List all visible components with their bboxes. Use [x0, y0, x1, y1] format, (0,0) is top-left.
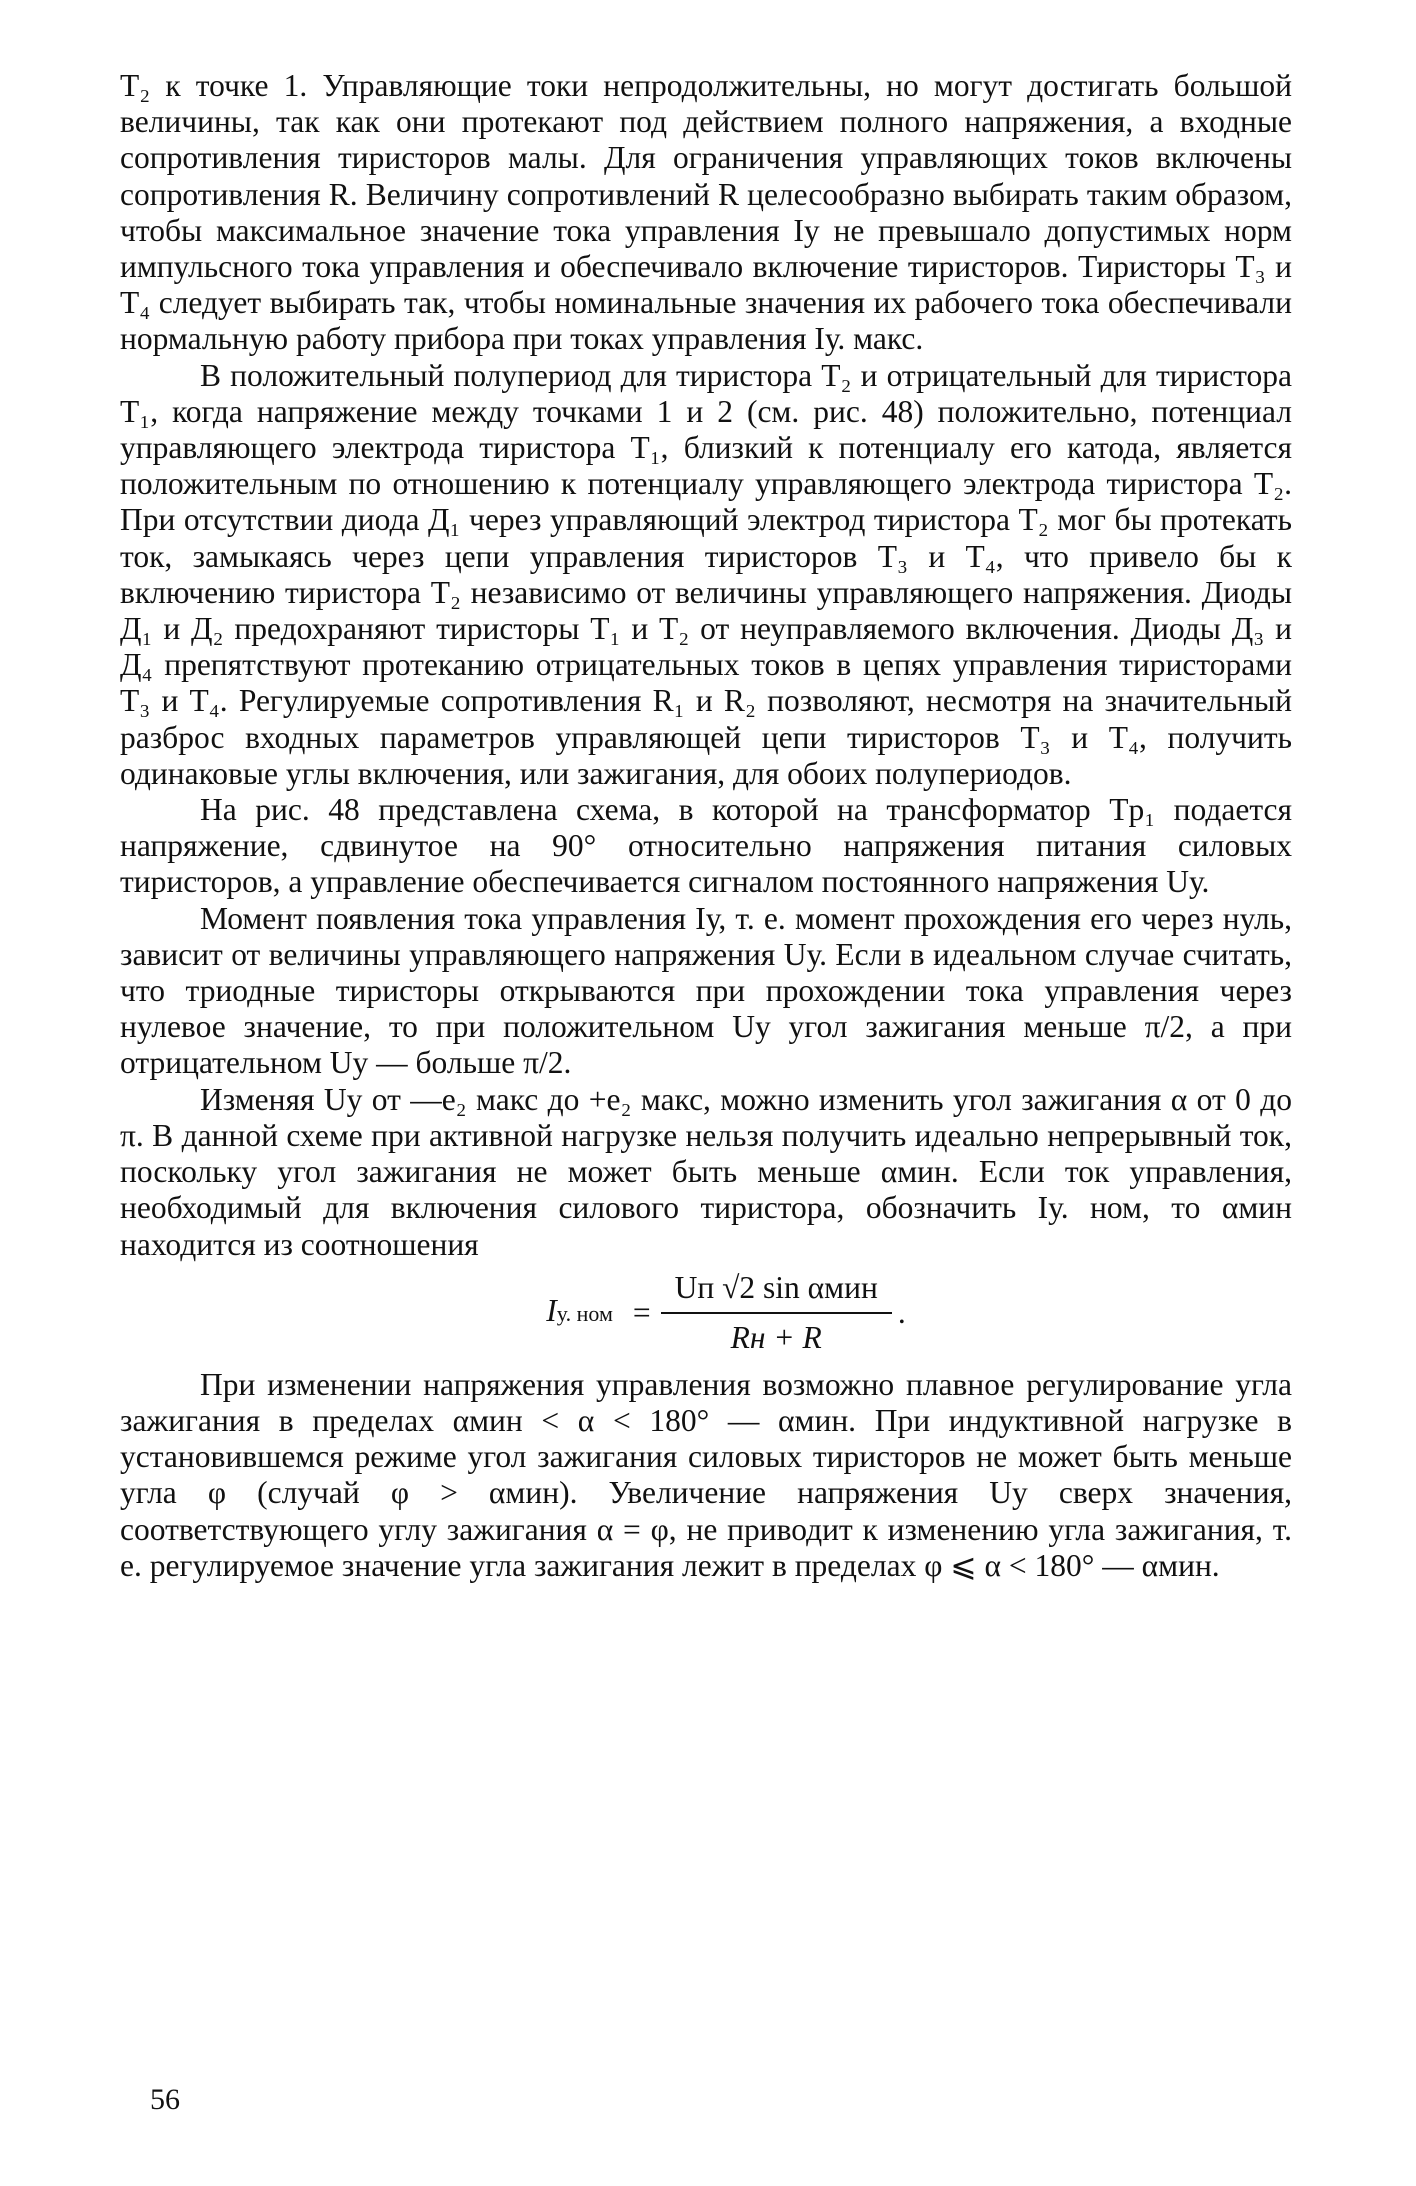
formula-lhs-subscript: у. ном — [556, 1301, 613, 1327]
page-number: 56 — [150, 2083, 180, 2116]
formula-end: . — [897, 1294, 906, 1330]
formula-denominator: Rн + R — [730, 1319, 822, 1355]
formula-fraction — [661, 1270, 892, 1356]
paragraph-1: T₂ к точке 1. Управляющие токи непродолжительны, но могут достигать большой величины, так как они протекают под действием полного напряжения, а входные сопротивления тиристоров малы. Для ограничения управляющих токов включены сопротивления R. Величину сопротивлений R целесообразно выбирать таким образом, чтобы максимальное значение тока управления Iу не превышало допустимых норм импульсного тока управления и обеспечивало включение тиристоров. Тиристоры T₃ и T₄ следует выбирать так, чтобы номинальные значения их рабочего тока обеспечивали нормальную работу прибора при токах управления Iу. макс. — [120, 68, 1292, 357]
paragraph-2: В положительный полупериод для тиристора T₂ и отрицательный для тиристора T₁, когда напряжение между точками 1 и 2 (см. рис. 48) положительно, потенциал управляющего электрода тиристора T₁, близкий к потенциалу его катода, является положительным по отношению к потенциалу управляющего электрода тиристора T₂. При отсутствии диода Д₁ через управляющий электрод тиристора T₂ мог бы протекать ток, замыкаясь через цепи управления тиристоров T₃ и T₄, что привело бы к включению тиристора T₂ независимо от величины управляющего напряжения. Диоды Д₁ и Д₂ предохраняют тиристоры T₁ и T₂ от неуправляемого включения. Диоды Д₃ и Д₄ препятствуют протеканию отрицательных токов в цепях управления тиристорами T₃ и T₄. Регулируемые сопротивления R₁ и R₂ позволяют, несмотря на значительный разброс входных параметров управляющей цепи тиристоров T₃ и T₄, получить одинаковые углы включения, или зажигания, для обоих полупериодов. — [120, 357, 1292, 791]
paragraph-3: На рис. 48 представлена схема, в которой на трансформатор Tp₁ подается напряжение, сдвинутое на 90° относительно напряжения питания силовых тиристоров, а управление обеспечивается сигналом постоянного напряжения Uу. — [120, 792, 1292, 900]
formula-i-nom — [120, 1265, 1292, 1361]
body-text — [120, 68, 1292, 1584]
paragraph-6: При изменении напряжения управления возможно плавное регулирование угла зажигания в пределах αмин < α < 180° — αмин. При индуктивной нагрузке в установившемся режиме угол зажигания силовых тиристоров не может быть меньше угла φ (случай φ > αмин). Увеличение напряжения Uу сверх значения, соответствующего углу зажигания α = φ, не приводит к изменению угла зажигания, т. е. регулируемое значение угла зажигания лежит в пределах φ ⩽ α < 180° — αмин. — [120, 1366, 1292, 1583]
formula-lhs-symbol: I — [546, 1293, 557, 1329]
formula-numerator: Uп √2 sin αмин — [674, 1269, 878, 1305]
formula-equals: = — [632, 1294, 651, 1330]
paragraph-4: Момент появления тока управления Iу, т. е. момент прохождения его через нуль, зависит от величины управляющего напряжения Uу. Если в идеальном случае считать, что триодные тиристоры открываются при прохождении тока управления через нулевое значение, то при положительном Uу угол зажигания меньше π/2, а при отрицательном Uу — больше π/2. — [120, 900, 1292, 1081]
paragraph-5: Изменяя Uу от —e₂ макс до +e₂ макс, можно изменить угол зажигания α от 0 до π. В данной схеме при активной нагрузке нельзя получить идеально непрерывный ток, поскольку угол зажигания не может быть меньше αмин. Если ток управления, необходимый для включения силового тиристора, обозначить Iу. ном, то αмин находится из соотношения — [120, 1081, 1292, 1262]
formula-lhs — [546, 1293, 613, 1332]
